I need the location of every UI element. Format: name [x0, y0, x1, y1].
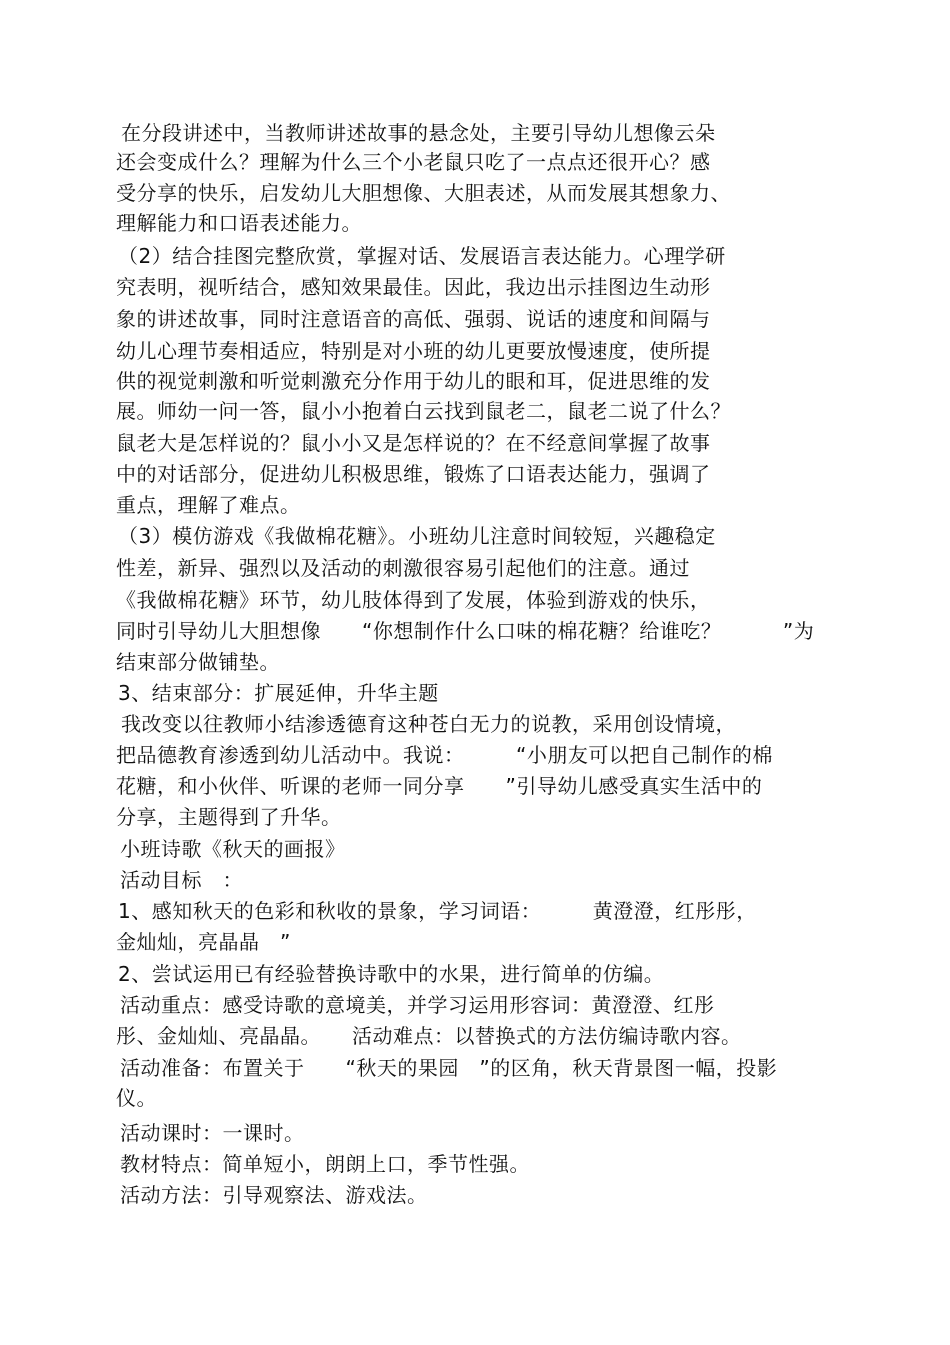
- paragraph-line: 供的视觉刺激和听觉刺激充分作用于幼儿的眼和耳，促进思维的发: [116, 369, 711, 393]
- paragraph-line: 活动课时：一课时。: [120, 1121, 305, 1145]
- paragraph-line: 教材特点：简单短小，朗朗上口，季节性强。: [120, 1152, 530, 1176]
- paragraph-line: 我改变以往教师小结渗透德育这种苍白无力的说教，采用创设情境，: [121, 712, 736, 736]
- paragraph-line: 活动重点：感受诗歌的意境美，并学习运用形容词：黄澄澄、红彤: [120, 993, 715, 1017]
- paragraph-line: 重点，理解了难点。: [116, 493, 301, 517]
- paragraph-line: （2）结合挂图完整欣赏，掌握对话、发展语言表达能力。心理学研: [118, 244, 726, 268]
- section-heading: 3、结束部分：扩展延伸，升华主题: [118, 681, 439, 705]
- paragraph-line: 仪。: [116, 1086, 157, 1110]
- paragraph-line: 2、尝试运用已有经验替换诗歌中的水果，进行简单的仿编。: [118, 962, 665, 986]
- paragraph-line: 彤、金灿灿、亮晶晶。 活动难点：以替换式的方法仿编诗歌内容。: [116, 1024, 742, 1048]
- paragraph-line: 在分段讲述中，当教师讲述故事的悬念处，主要引导幼儿想像云朵: [121, 121, 716, 145]
- paragraph-line: 展。师幼一问一答，鼠小小抱着白云找到鼠老二，鼠老二说了什么？: [116, 399, 731, 423]
- paragraph-line: 还会变成什么？理解为什么三个小老鼠只吃了一点点还很开心？感: [116, 150, 711, 174]
- paragraph-line: 幼儿心理节奏相适应，特别是对小班的幼儿更要放慢速度，使所提: [116, 339, 711, 363]
- paragraph-line: 金灿灿，亮晶晶 ”: [116, 930, 291, 954]
- paragraph-line: 结束部分做铺垫。: [116, 650, 280, 674]
- section-heading: 小班诗歌《秋天的画报》: [120, 837, 346, 861]
- paragraph-line: 活动方法：引导观察法、游戏法。: [120, 1183, 428, 1207]
- paragraph-line: 同时引导幼儿大胆想像 “你想制作什么口味的棉花糖？给谁吃？ ”为: [116, 619, 815, 643]
- paragraph-line: 鼠老大是怎样说的？鼠小小又是怎样说的？在不经意间掌握了故事: [116, 431, 711, 455]
- paragraph-line: 理解能力和口语表述能力。: [116, 211, 362, 235]
- paragraph-line: 性差，新异、强烈以及活动的刺激很容易引起他们的注意。通过: [116, 556, 690, 580]
- paragraph-line: 1、感知秋天的色彩和秋收的景象，学习词语： 黄澄澄，红彤彤，: [118, 899, 757, 923]
- paragraph-line: 中的对话部分，促进幼儿积极思维，锻炼了口语表达能力，强调了: [116, 462, 711, 486]
- section-heading: 活动目标 ：: [120, 868, 243, 892]
- paragraph-line: 受分享的快乐，启发幼儿大胆想像、大胆表述，从而发展其想象力、: [116, 181, 731, 205]
- paragraph-line: 《我做棉花糖》环节，幼儿肢体得到了发展，体验到游戏的快乐，: [116, 588, 711, 612]
- paragraph-line: 象的讲述故事，同时注意语音的高低、强弱、说话的速度和间隔与: [116, 307, 711, 331]
- paragraph-line: 活动准备：布置关于 “秋天的果园 ”的区角，秋天背景图一幅，投影: [120, 1056, 778, 1080]
- paragraph-line: 花糖，和小伙伴、听课的老师一同分享 ”引导幼儿感受真实生活中的: [116, 774, 763, 798]
- paragraph-line: （3）模仿游戏《我做棉花糖》。小班幼儿注意时间较短，兴趣稳定: [118, 524, 716, 548]
- paragraph-line: 把品德教育渗透到幼儿活动中。我说： “小朋友可以把自己制作的棉: [116, 743, 773, 767]
- paragraph-line: 分享，主题得到了升华。: [116, 805, 342, 829]
- paragraph-line: 究表明，视听结合，感知效果最佳。因此，我边出示挂图边生动形: [116, 275, 711, 299]
